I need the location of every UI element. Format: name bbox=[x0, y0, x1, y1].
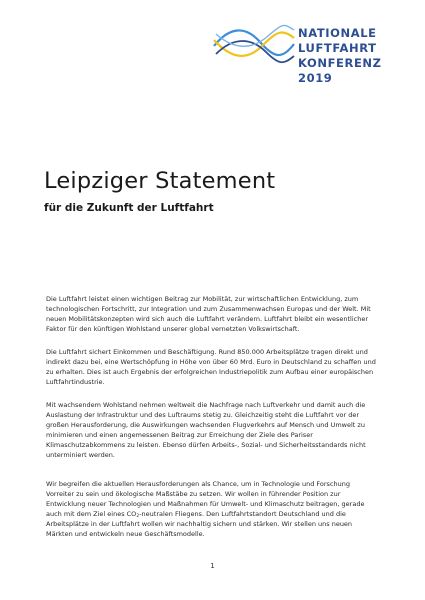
logo-line-luftfahrt: LUFTFAHRT bbox=[298, 41, 377, 55]
swoosh-logo-icon bbox=[212, 20, 296, 76]
page-number: 1 bbox=[210, 562, 215, 570]
logo-line-konferenz: KONFERENZ bbox=[298, 56, 382, 70]
paragraph-1: Die Luftfahrt leistet einen wichtigen Beitrag zur Mobilität, zur wirtschaftlichen Entwicklung, zum technologischen Fortschritt, zur Integration und zum Zusammenwachsen Europas und der Welt. Mit neuen Mobilitätskonzepten wird sich auch die Luftfahrt verändern. Luftfahrt bleibt ein wesentlicher Faktor für den künftigen Wohlstand unserer global vernetzten Volkswirtschaft. bbox=[46, 295, 371, 333]
paragraph-3: Mit wachsendem Wohlstand nehmen weltweit die Nachfrage nach Luftverkehr und damit auch die Auslastung der Infrastruktur und des Luftraums stetig zu. Gleichzeitig steht die Luftfahrt vor der großen Herausforderung, die Auswirkungen wachsenden Flugverkehrs auf Mensch und Umwelt zu minimieren und einen angemessenen Beitrag zur Erreichung der Ziele des Pariser Klimaschutzabkommens zu leisten. Ebenso dürfen Arbeits-, Sozial- und Sicherheitsstandards nicht unterminiert werden. bbox=[46, 401, 366, 459]
paragraph-2: Die Luftfahrt sichert Einkommen und Beschäftigung. Rund 850.000 Arbeitsplätze tragen direkt und indirekt dazu bei, eine Wertschöpfung in Höhe von über 60 Mrd. Euro in Deutschland zu schaffen und zu erhalten. Dies ist auch Ergebnis der erfolgreichen Industriepolitik zum Aufbau einer europäischen Luftfahrtindustrie. bbox=[46, 348, 376, 386]
statement-body bbox=[46, 294, 380, 552]
conference-logo bbox=[212, 14, 412, 86]
page-subtitle: für die Zukunft der Luftfahrt bbox=[44, 202, 214, 214]
logo-line-nationale: NATIONALE bbox=[298, 26, 377, 40]
co2-subscript: 2 bbox=[136, 514, 140, 519]
paragraph-4-part-1: Wir begreifen die aktuellen Herausforderungen als Chance, um in Technologie und Forschung Vorreiter zu sein und ökologische Maßstäbe zu setzen. Wir wollen in führender Position zur Entwicklung neuer Technologien und Maßnahmen für Umwelt- und Klimaschutz beitragen, gerade auch mit dem Ziel eines CO bbox=[46, 480, 365, 518]
logo-line-year: 2019 bbox=[298, 71, 333, 85]
page-title: Leipziger Statement bbox=[44, 168, 276, 194]
logo-text bbox=[298, 26, 418, 86]
paragraph-4-part-2: -neutralen Fliegens. Den Luftfahrtstandort Deutschland und die Arbeitsplätze in der Luftfahrt wollen wir nachhaltig sichern und stärken. Wir stellen uns neuen Märkten und entwickeln neue Geschäftsmodelle. bbox=[46, 510, 353, 538]
paragraph-4 bbox=[46, 479, 380, 539]
